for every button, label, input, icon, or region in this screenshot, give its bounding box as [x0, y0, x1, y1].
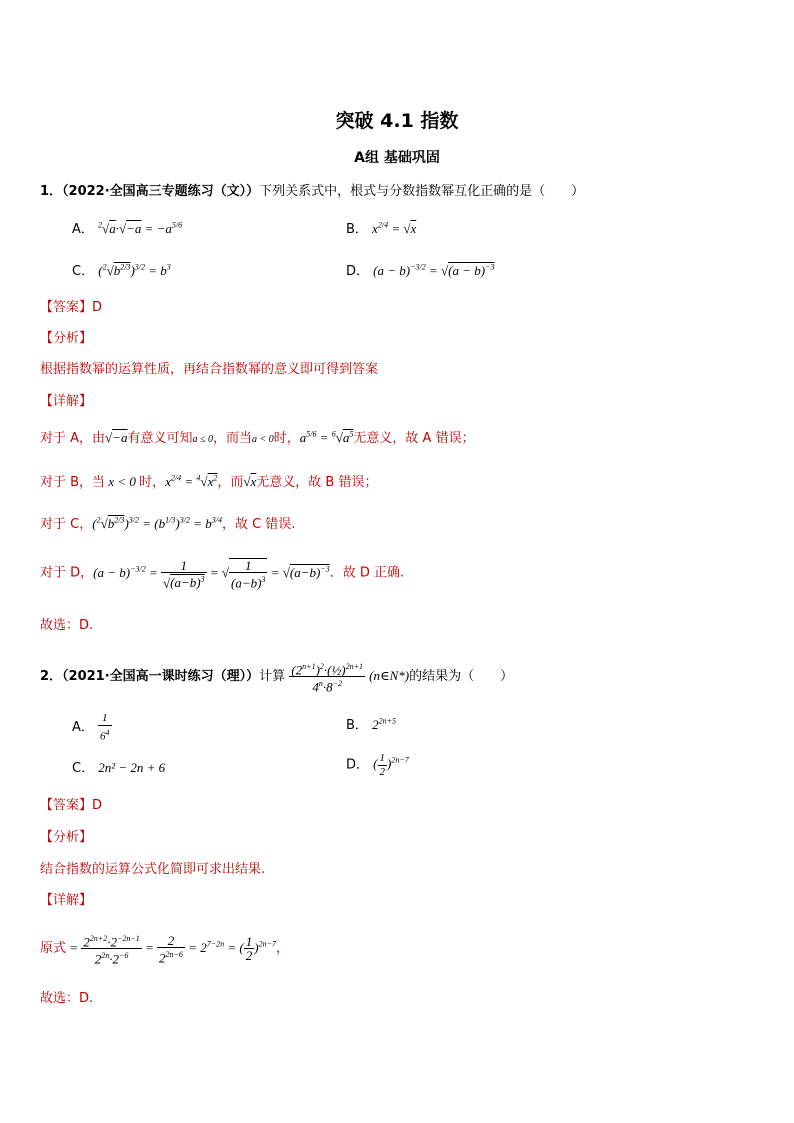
question-text: 计算 — [259, 668, 286, 684]
detail-text: ，而 — [217, 475, 244, 490]
detail-math: √−a — [105, 430, 128, 445]
question-2-formula: $\frac{(2^{n+1})^2\cdot(\frac{1}{2})^{2n+1}}{4^n\cdot 8^{-2}}$ — [291, 662, 363, 695]
option-c-formula: $(^2√b^{2/3})^{3/2} = b^3$ — [98, 262, 171, 278]
detail-text: 时， — [273, 431, 300, 446]
answer-label: 【答案】 — [40, 300, 93, 315]
detail-text: 无意义，故 B 错误； — [256, 475, 378, 490]
answer-line — [40, 296, 102, 315]
detail-math: = $\frac{2^{2n+2}\cdot 2^{-2n-1}}{2^{2n}\cdot 2^{-6}}$ = $\frac{2}{2^{2n-6}}$ = $2^{7-2n}$ = ( $\frac{1}{2}$ )$^{2n-7}$ — [66, 932, 276, 967]
detail-math: x < 0 — [105, 474, 140, 489]
detail-text: 原式 — [40, 940, 67, 956]
question-text: 下列关系式中，根式与分数指数幂互化正确的是（ ） — [259, 184, 585, 199]
detail-text: 对于 B，当 — [40, 475, 106, 490]
option-a — [72, 218, 182, 237]
detail-text: ．故 D 正确. — [329, 565, 405, 581]
answer-label: 【答案】 — [40, 798, 93, 813]
option-a — [72, 712, 112, 744]
detail-math: $(a - b)^{-3/2}$ = $\frac{1}{√(a-b)^3}$ = √ $\frac{1}{(a-b)^3}$ = $√(a-b)^{-3}$ — [93, 557, 330, 591]
option-label: D． — [346, 757, 370, 773]
option-c-formula: 2n² − 2n + 6 — [98, 760, 166, 775]
detail-text: 对于 D， — [40, 565, 94, 581]
question-number: 2． — [40, 668, 63, 684]
detail-math: a < 0 — [251, 434, 274, 445]
answer-value: D — [92, 798, 103, 813]
option-label: A． — [72, 222, 94, 237]
option-label: D． — [346, 264, 370, 279]
answer-value: D — [92, 300, 103, 315]
question-source: （2021·全国高一课时练习（理）） — [62, 668, 260, 684]
option-a-formula: $\frac{1}{6^4}$ — [100, 712, 110, 743]
option-b-formula: $2^{2n+5}$ — [372, 716, 396, 732]
section-subtitle: A组 基础巩固 — [354, 150, 440, 166]
option-label: B． — [346, 718, 368, 733]
detail-text: 无意义，故 A 错误； — [353, 431, 475, 446]
option-b — [346, 218, 416, 237]
detail-a — [40, 427, 475, 446]
option-d — [346, 260, 494, 279]
question-1-stem — [40, 180, 584, 199]
detail-main — [40, 932, 289, 966]
question-2-stem — [40, 660, 513, 694]
detail-c — [40, 513, 295, 532]
analysis-text: 结合指数的运算公式化简即可求出结果. — [40, 862, 266, 877]
detail-text: 对于 A，由 — [40, 431, 106, 446]
option-label: B． — [346, 222, 368, 237]
question-2-condition: (n∈N*) — [369, 667, 410, 683]
detail-math: √x — [243, 474, 257, 489]
detail-label: 【详解】 — [40, 893, 93, 908]
conclusion-2: 故选：D. — [40, 991, 94, 1006]
detail-text: ，故 C 错误. — [221, 517, 296, 532]
conclusion-1: 故选：D. — [40, 618, 94, 633]
detail-text: ， — [275, 940, 289, 956]
detail-text: ，而当 — [212, 431, 252, 446]
analysis-label: 【分析】 — [40, 830, 93, 845]
analysis-text: 根据指数幂的运算性质，再结合指数幂的意义即可得到答案 — [40, 362, 379, 377]
option-d — [346, 752, 409, 779]
question-source: （2022·全国高三专题练习（文）） — [62, 184, 260, 199]
option-label: C． — [72, 264, 95, 279]
question-text: 的结果为（ ） — [409, 668, 514, 684]
detail-math: $(^2√b^{2/3})^{3/2} = (b^{1/3})^{3/2} = b^{3/4}$ — [92, 515, 222, 531]
detail-text: 对于 C， — [40, 517, 93, 532]
page-title: 突破 4.1 指数 — [335, 110, 459, 132]
option-b — [346, 714, 396, 733]
option-b-formula: $x^{2/4} = √x$ — [372, 220, 417, 236]
detail-math: $a^{5/6} = ^6√a^5$ — [299, 429, 354, 445]
option-c — [72, 757, 165, 776]
option-d-formula: ( $\frac{1}{2}$ )$^{2n-7}$ — [373, 752, 409, 778]
option-label: A． — [72, 719, 94, 735]
option-label: C． — [72, 761, 95, 776]
detail-math: $x^{2/4} = ^4√x^2$ — [165, 473, 218, 489]
option-c — [72, 260, 171, 279]
detail-text: 有意义可知 — [127, 431, 193, 446]
option-a-formula: $^2√a\cdot√-a = -a^{5/6}$ — [98, 220, 183, 236]
detail-math: a ≤ 0 — [192, 434, 213, 445]
answer-line — [40, 794, 102, 813]
question-number: 1． — [40, 184, 63, 199]
detail-d — [40, 558, 404, 589]
analysis-label: 【分析】 — [40, 331, 93, 346]
detail-b — [40, 471, 377, 490]
option-d-formula: $(a - b)^{-3/2} = √(a - b)^{-3}$ — [373, 262, 495, 278]
detail-text: 时， — [139, 475, 166, 490]
detail-label: 【详解】 — [40, 394, 93, 409]
